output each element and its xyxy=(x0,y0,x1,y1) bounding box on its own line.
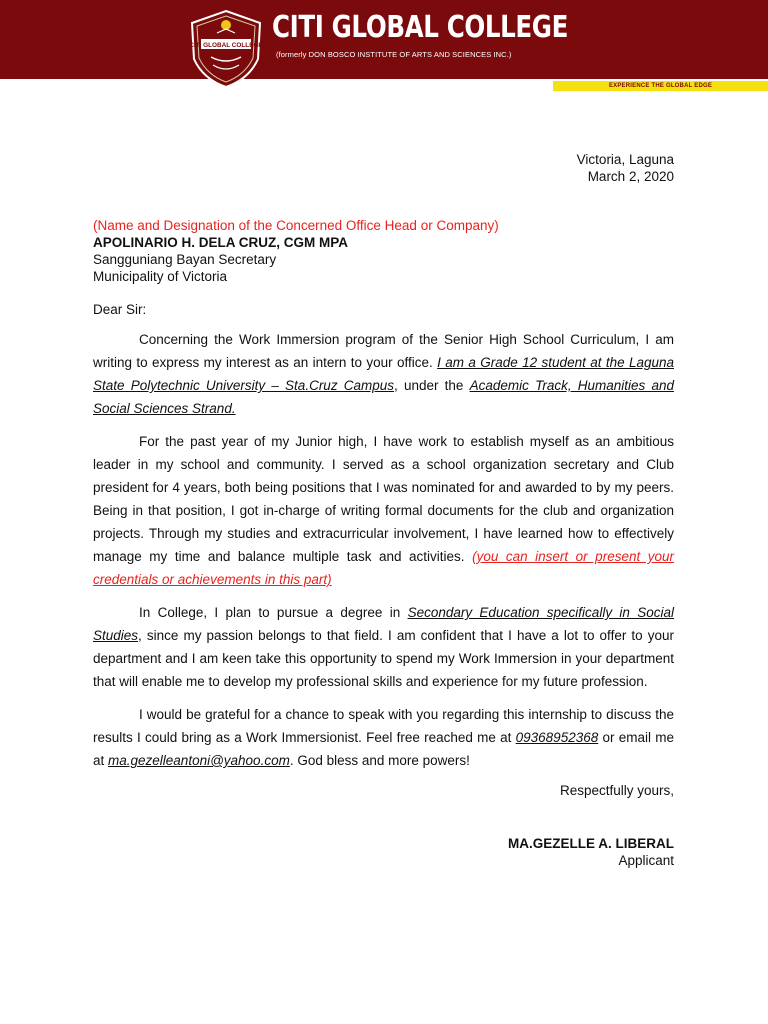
recipient-note: (Name and Designation of the Concerned Office Head or Company) xyxy=(93,218,499,233)
tagline-bar: EXPERIENCE THE GLOBAL EDGE xyxy=(553,81,768,91)
p1-strand: Academic Track, Humanities and Social Sciences Strand. xyxy=(93,378,674,416)
closing: Respectfully yours, xyxy=(559,783,674,798)
signer-role: Applicant xyxy=(618,853,674,868)
p3-degree: Secondary Education specifically in Social Studies xyxy=(93,605,674,643)
recipient-org: Municipality of Victoria xyxy=(93,269,228,284)
letter-date: March 2, 2020 xyxy=(587,169,674,184)
p2-text: For the past year of my Junior high, I have work to establish myself as an ambitious leader in my school and community. I served as a school organization secretary and Club president for 4 years, both being positions that I was nominated for and awarded to by my peers. Being in that position, I got in-charge of writing formal documents for the club and organization projects. Through my studies and extracurricular involvement, I have learned how to effectively manage my time and balance multiple task and activities. xyxy=(93,434,674,564)
email-address[interactable]: ma.gezelleantoni@yahoo.com xyxy=(108,753,290,768)
svg-text:CITI GLOBAL COLLEGE: CITI GLOBAL COLLEGE xyxy=(189,42,263,49)
p3-text-2: , since my passion belongs to that field. I am confident that I have a lot to offer to your department and I am keen take this opportunity to spend my Work Immersion in your department that will enable me to develop my professional skills and experience for my future profession. xyxy=(93,628,674,689)
p4-text: I would be grateful for a chance to speak with you regarding this internship to discuss the results I could bring as a Work Immersionist. Feel free reached me at xyxy=(93,707,674,745)
p2-placeholder-note: (you can insert or present your credentials or achievements in this part) xyxy=(93,549,674,587)
recipient-name: APOLINARIO H. DELA CRUZ, CGM MPA xyxy=(93,235,348,250)
paragraph-college-plan xyxy=(93,601,674,693)
salutation: Dear Sir: xyxy=(93,302,147,317)
paragraph-contact xyxy=(93,703,674,772)
paragraph-experience xyxy=(93,430,674,591)
phone-number: 09368952368 xyxy=(515,730,599,745)
p4-text-3: . God bless and more powers! xyxy=(289,753,470,768)
signer-name: MA.GEZELLE A. LIBERAL xyxy=(508,836,674,851)
p1-school: I am a Grade 12 student at the Laguna State Polytechnic University – Sta.Cruz Campus xyxy=(93,355,674,393)
p4-text-2: or email me at xyxy=(93,730,674,768)
college-seal-logo xyxy=(189,9,263,89)
college-former-name: (formerly DON BOSCO INSTITUTE OF ARTS AND SCIENCES INC.) xyxy=(276,50,512,59)
paragraph-intro xyxy=(93,328,674,420)
p1-text: Concerning the Work Immersion program of the Senior High School Curriculum, I am writing to express my interest as an intern to your office. xyxy=(93,332,674,370)
recipient-title: Sangguniang Bayan Secretary xyxy=(93,252,277,267)
p1-text-2: , under the xyxy=(394,378,470,393)
letter-body xyxy=(93,151,674,869)
letter-place: Victoria, Laguna xyxy=(576,152,674,167)
p3-text: In College, I plan to pursue a degree in xyxy=(139,605,408,620)
college-name: CITI GLOBAL COLLEGE xyxy=(272,10,568,45)
